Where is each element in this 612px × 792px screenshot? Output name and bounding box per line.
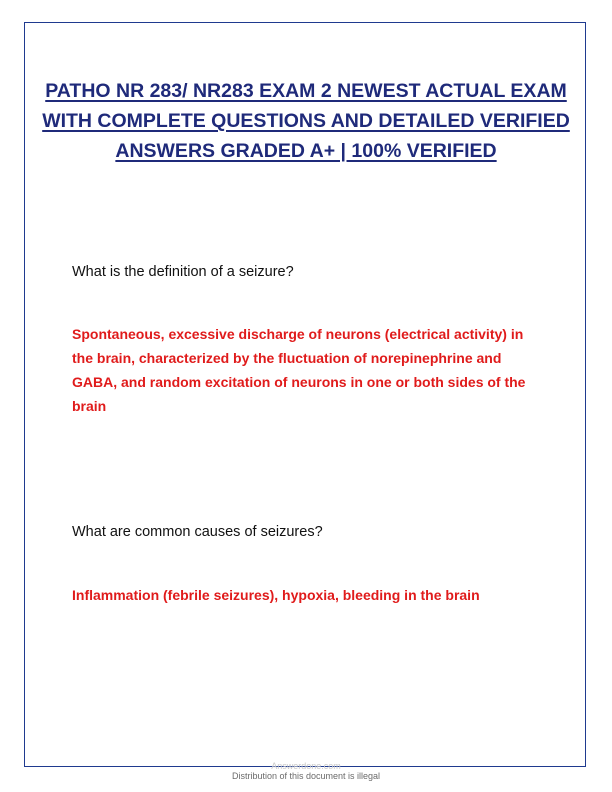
question-1: What is the definition of a seizure?: [72, 264, 294, 280]
footer-site: Answerdone.com: [271, 761, 341, 771]
answer-1: Spontaneous, excessive discharge of neurons (electrical activity) in the brain, characterized by the fluctuation of norepinephrine and GABA, and random excitation of neurons in one or both sides of the brain: [72, 326, 526, 414]
question-2: What are common causes of seizures?: [72, 524, 323, 540]
answer-2: Inflammation (febrile seizures), hypoxia, bleeding in the brain: [72, 587, 480, 603]
document-title: PATHO NR 283/ NR283 EXAM 2 NEWEST ACTUAL EXAM WITH COMPLETE QUESTIONS AND DETAILED VERIFIED ANSWERS GRADED A+ | 100% VERIFIED: [42, 80, 570, 162]
footer-notice: Distribution of this document is illegal: [231, 771, 381, 781]
